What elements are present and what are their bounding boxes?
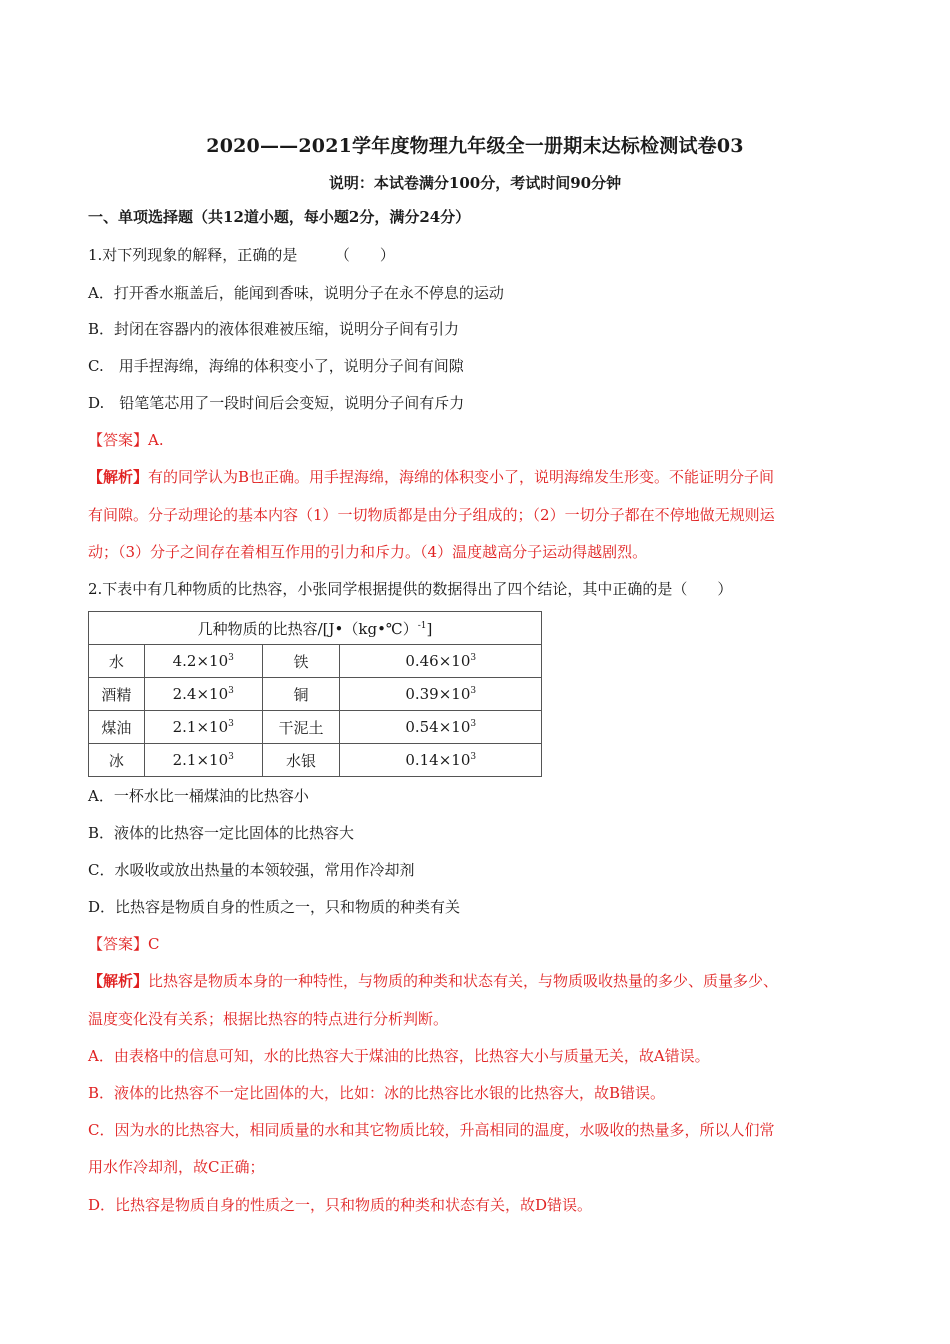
analysis-text: 有的同学认为B也正确。用手捏海绵，海绵的体积变小了，说明海绵发生形变。不能证明分子间: [148, 468, 775, 486]
specific-heat-table: [88, 611, 542, 777]
table-row: [89, 645, 542, 678]
substance-value: $0.14\times 10^3$: [340, 744, 542, 777]
analysis-tag: 【解析】: [88, 972, 149, 990]
table-row: [89, 744, 542, 777]
question-1-answer: 【答案】A.: [88, 431, 164, 449]
table-header-end: ]: [426, 619, 433, 638]
question-2-option-a: A．一杯水比一桶煤油的比热容小: [88, 787, 309, 805]
substance-name: 水: [89, 645, 145, 678]
substance-name: 铜: [262, 678, 340, 711]
question-2-option-c: C．水吸收或放出热量的本领较强，常用作冷却剂: [88, 861, 415, 879]
question-2-analysis-line: [88, 970, 778, 991]
table-header-row: [89, 612, 542, 645]
question-1-option-a: A．打开香水瓶盖后，能闻到香味，说明分子在永不停息的运动: [88, 284, 504, 302]
question-2-analysis-line: A．由表格中的信息可知，水的比热容大于煤油的比热容，比热容大小与质量无关，故A错误。: [88, 1047, 710, 1065]
substance-name: 冰: [89, 744, 145, 777]
table-header-cell: [89, 612, 542, 645]
substance-name: 干泥土: [262, 711, 340, 744]
substance-value: $2.1\times 10^3$: [144, 711, 262, 744]
question-1-analysis-line: 有间隙。分子动理论的基本内容（1）一切物质都是由分子组成的；（2）一切分子都在不停地做无规则运: [88, 506, 775, 524]
substance-name: 铁: [262, 645, 340, 678]
substance-value: $0.39\times 10^3$: [340, 678, 542, 711]
question-2-option-d: D．比热容是物质自身的性质之一，只和物质的种类有关: [88, 898, 461, 916]
question-2-analysis-line: 用水作冷却剂，故C正确；: [88, 1158, 265, 1176]
question-1-analysis-line: [88, 466, 774, 487]
question-2-option-b: B．液体的比热容一定比固体的比热容大: [88, 824, 355, 842]
question-2-analysis-line: C．因为水的比热容大，相同质量的水和其它物质比较，升高相同的温度，水吸收的热量多，所以人们常: [88, 1121, 775, 1139]
analysis-tag: 【解析】: [88, 468, 149, 486]
section-heading: 一、单项选择题（共12道小题，每小题2分，满分24分）: [88, 208, 471, 226]
question-2-analysis-line: B．液体的比热容不一定比固体的大，比如：冰的比热容比水银的比热容大，故B错误。: [88, 1084, 666, 1102]
substance-value: $0.54\times 10^3$: [340, 711, 542, 744]
question-2-analysis-line: 温度变化没有关系；根据比热容的特点进行分析判断。: [88, 1010, 449, 1028]
substance-name: 煤油: [89, 711, 145, 744]
question-2-stem: 2.下表中有几种物质的比热容，小张同学根据提供的数据得出了四个结论，其中正确的是（ ）: [88, 580, 733, 598]
analysis-text: 比热容是物质本身的一种特性，与物质的种类和状态有关，与物质吸收热量的多少、质量多少、: [148, 972, 779, 990]
question-1-option-d: D. 铅笔笔芯用了一段时间后会变短，说明分子间有斥力: [88, 394, 465, 412]
question-1-option-c: C. 用手捏海绵，海绵的体积变小了，说明分子间有间隙: [88, 357, 464, 375]
question-2-answer: 【答案】C: [88, 935, 160, 953]
substance-name: 水银: [262, 744, 340, 777]
exam-note: 说明：本试卷满分100分，考试时间90分钟: [328, 174, 622, 192]
substance-value: $2.4\times 10^3$: [144, 678, 262, 711]
substance-value: $0.46\times 10^3$: [340, 645, 542, 678]
question-1-option-b: B．封闭在容器内的液体很难被压缩，说明分子间有引力: [88, 320, 460, 338]
table-header-sup: -1: [417, 620, 427, 631]
question-1-stem: 1.对下列现象的解释，正确的是 （ ）: [88, 246, 395, 264]
substance-name: 酒精: [89, 678, 145, 711]
page-title: 2020——2021学年度物理九年级全一册期末达标检测试卷03: [206, 135, 744, 157]
substance-value: $4.2\times 10^3$: [144, 645, 262, 678]
table-row: [89, 678, 542, 711]
question-2-analysis-line: D．比热容是物质自身的性质之一，只和物质的种类和状态有关，故D错误。: [88, 1196, 593, 1214]
table-header-text: 几种物质的比热容/[J•（kg•℃）: [197, 619, 418, 638]
table-row: [89, 711, 542, 744]
substance-value: $2.1\times 10^3$: [144, 744, 262, 777]
question-1-analysis-line: 动；（3）分子之间存在着相互作用的引力和斥力。（4）温度越高分子运动得越剧烈。: [88, 543, 648, 561]
